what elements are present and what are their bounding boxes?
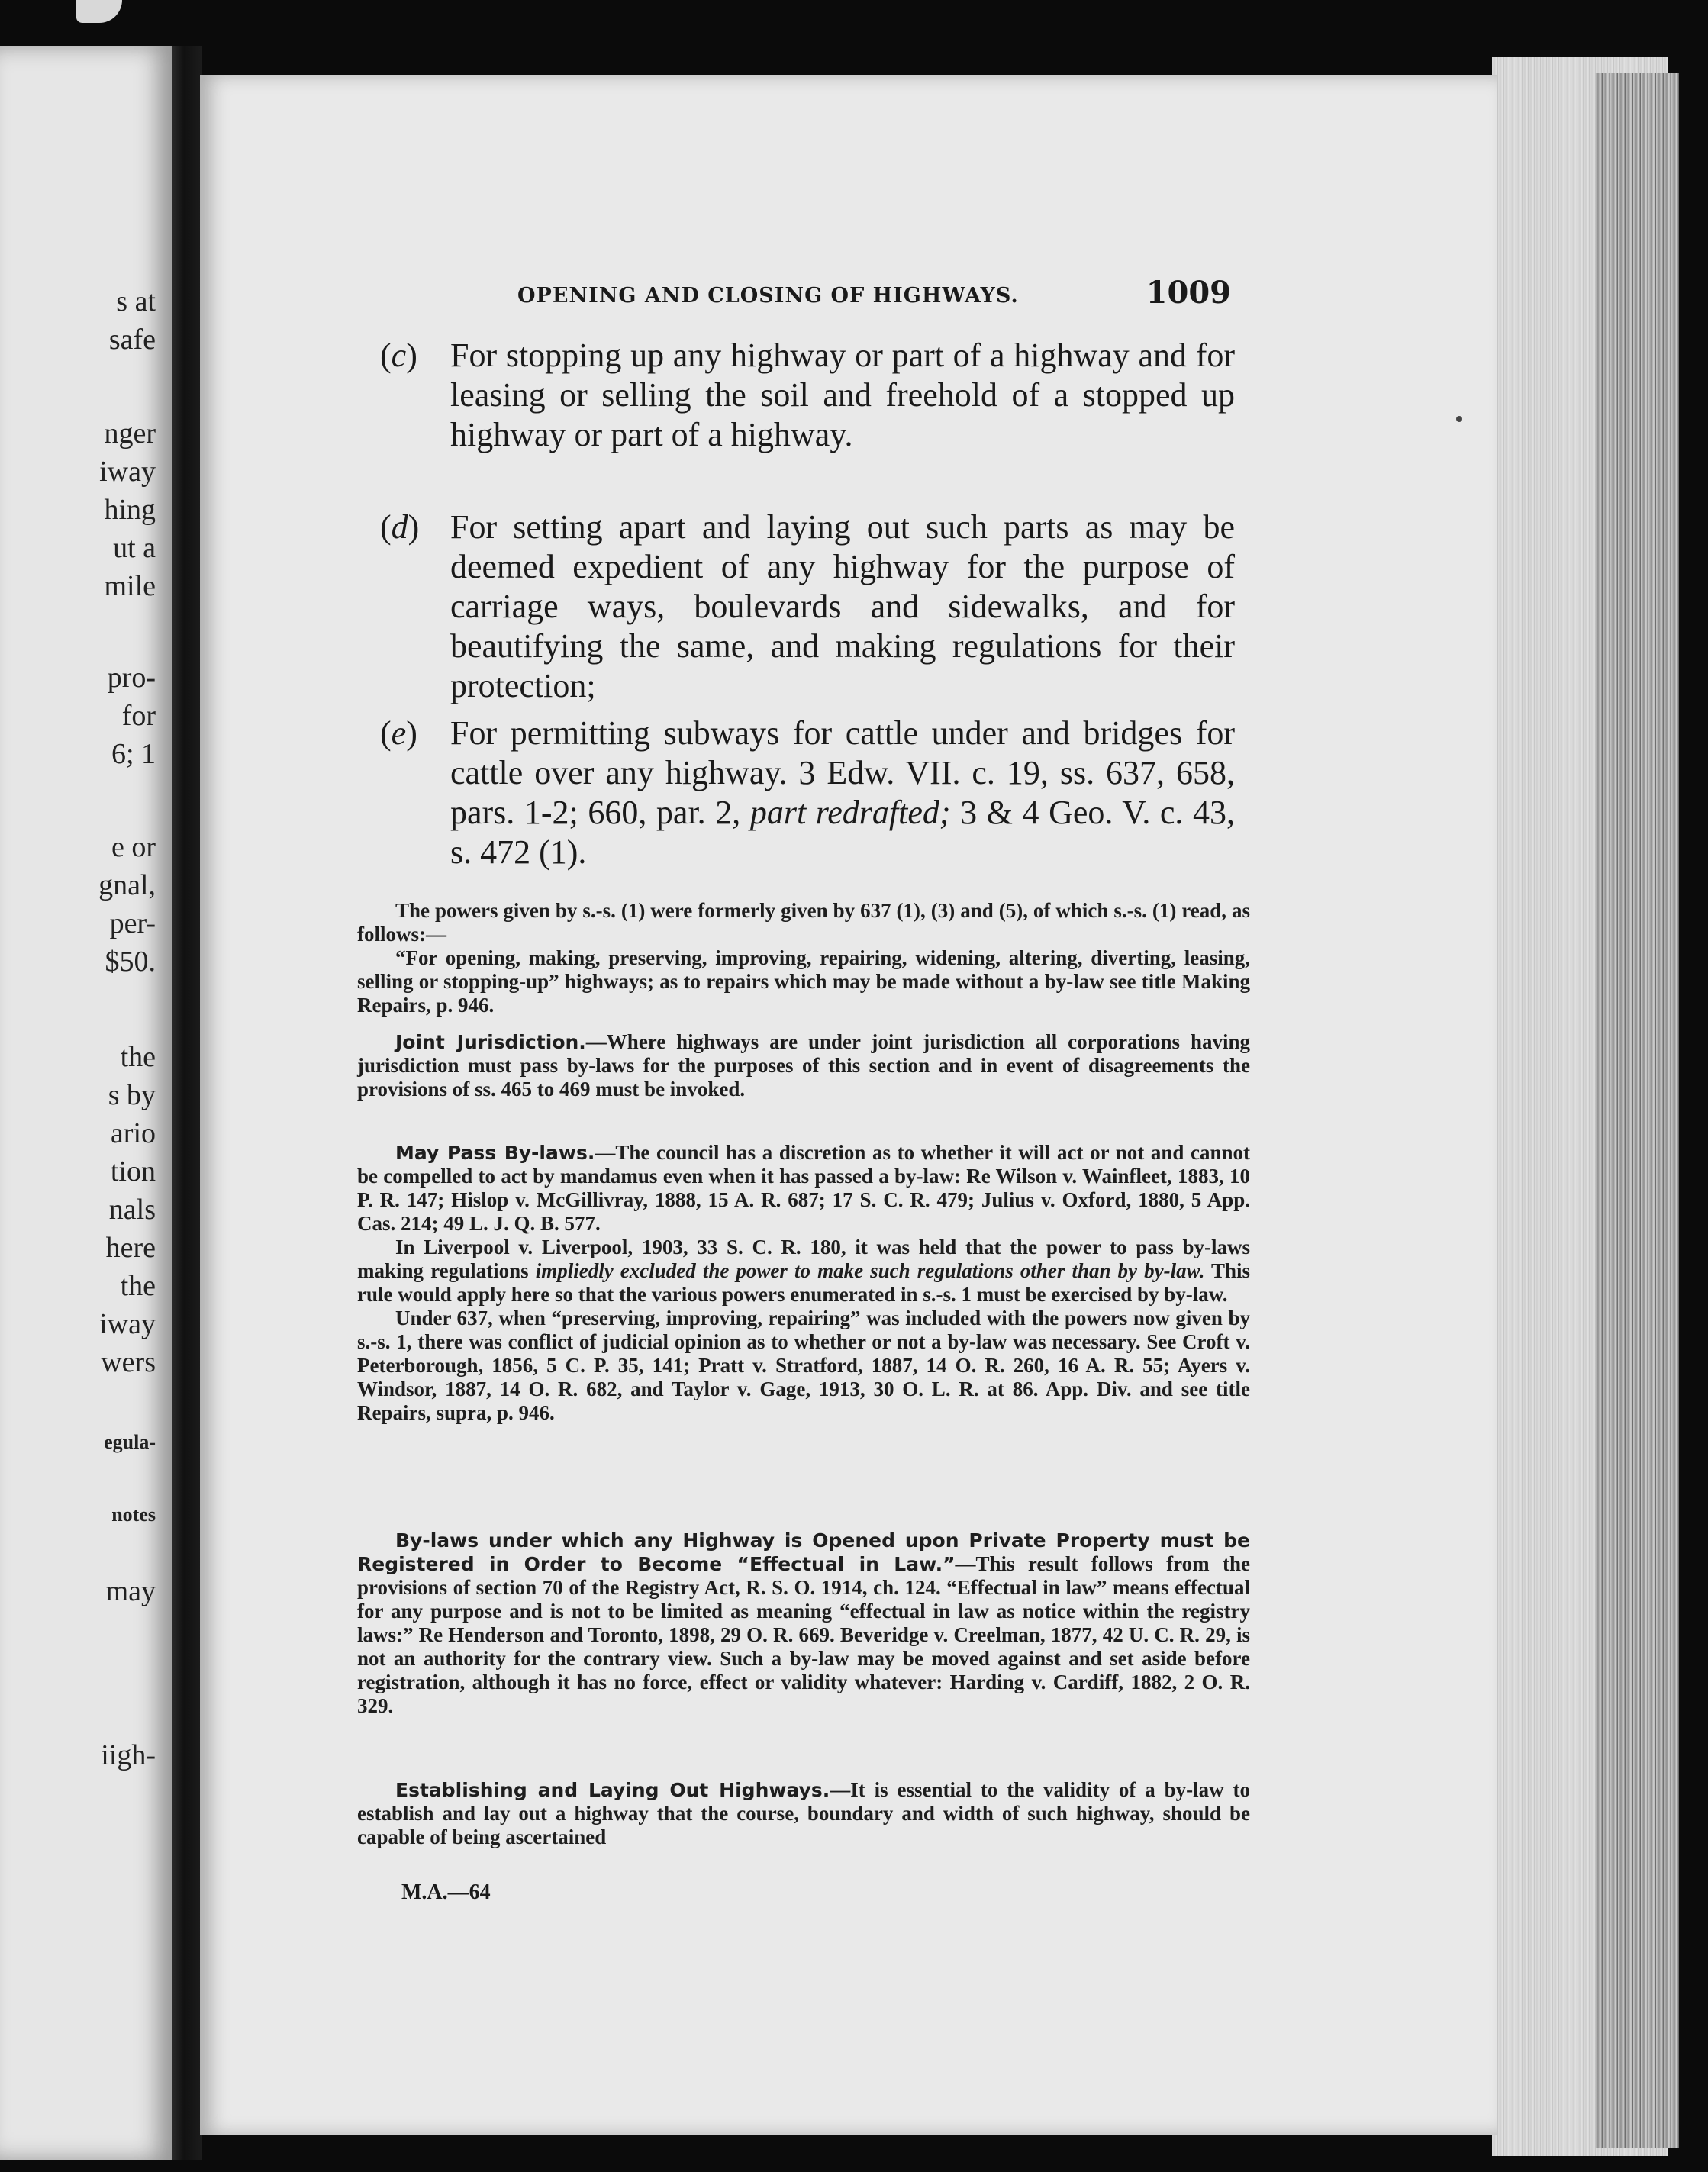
previous-page-line: may: [105, 1576, 156, 1606]
clause-d: [380, 508, 1235, 706]
previous-page-line: here: [105, 1233, 156, 1263]
previous-page-line: ario: [110, 1118, 156, 1149]
previous-page-line: mile: [104, 571, 156, 601]
note-establishing-highways: Establishing and Laying Out Highways.—It is essential to the validity of a by-law to establish and lay out a highway that the course, boundary and width of such highway, should be capable of being ascertained: [357, 1778, 1251, 1848]
previous-page-line: the: [120, 1042, 156, 1072]
note-joint-jurisdiction: Joint Jurisdiction.—Where highways are under joint jurisdiction all corporations having jurisdiction must pass by-laws for the purposes of this section and in event of disagreements the provisions of ss. 465 to 469 must be invoked.: [357, 1030, 1250, 1101]
previous-page-line: gnal,: [98, 870, 156, 901]
previous-page-line: tion: [110, 1156, 156, 1187]
note-heading: By-laws under which any Highway is Opened upon Private Property must be Registered in Order to Become “Effectual in Law.”: [357, 1529, 1250, 1575]
previous-page-line: iway: [99, 1309, 156, 1339]
note-may-pass-bylaws: May Pass By-laws.—The council has a discretion as to whether it will act or not and cannot be compelled to act by mandamus even when it has passed a by-law: Re Wilson v. Wainfleet, 1883, 10 P. R. 147; Hislop v. McGillivray, 1888, 15 A. R. 687; 17 S. C. R. 479; Julius v. Oxford, 1880, 5 App. Cas. 214; 49 L. J. Q. B. 577. In Liverpool v. Liverpool, 1903, 33 S. C. R. 180, it was held that the power to pass by-laws making regulations impliedly excluded the power to make such regulations other than by by-law. This rule would apply here so that the various powers enumerated in s.-s. 1 must be exercised by by-law. Under 637, when “preserving, improving, repairing” was included with the powers now given by s.-s. 1, there was conflict of judicial opinion as to whether or not a by-law was necessary. See Croft v. Peterborough, 1856, 5 C. P. 35, 141; Pratt v. Stratford, 1887, 14 O. R. 260, 16 A. R. 55; Ayers v. Windsor, 1887, 14 O. R. 682, and Taylor v. Gage, 1913, 30 O. L. R. at 86. App. Div. and see title Repairs, supra, p. 946.: [357, 1141, 1251, 1424]
clause-text: For setting apart and laying out such parts as may be deemed expedient of any highway for the purpose of carriage ways, boulevards and sidewalks, and for beautifying the same, and making regulations for their protection;: [450, 508, 1235, 704]
clause-label: (d): [380, 508, 420, 546]
clause-text: For permitting subways for cattle under and bridges for cattle over any highway. 3 Edw. VII. c. 19, ss. 637, 658, pars. 1-2; 660, par. 2, part redrafted; 3 & 4 Geo. V. c. 43, s. 472 (1).: [450, 714, 1236, 871]
previous-page: [0, 46, 172, 2160]
speck: [1456, 416, 1462, 422]
previous-page-line: egula-: [104, 1431, 156, 1453]
note-former-powers: The powers given by s.-s. (1) were formerly given by 637 (1), (3) and (5), of which s.-s. (1) read, as follows:— “For opening, making, preserving, improving, repairing, widening, altering, diverting, leasing, selling or stopping-up” highways; as to repairs which may be made without a by-law see title Making Repairs, p. 946.: [357, 899, 1250, 1017]
clause-label: (e): [380, 714, 417, 752]
clause-c: [380, 336, 1235, 455]
previous-page-line: iigh-: [101, 1740, 156, 1771]
previous-page-line: nger: [104, 418, 156, 449]
previous-page-line: for: [121, 701, 156, 731]
previous-page-line: ut a: [113, 533, 156, 563]
previous-page-line: s at: [116, 286, 156, 317]
previous-page-line: 6; 1: [111, 739, 156, 769]
page-corner-scrap: [76, 0, 122, 23]
clause-text: For stopping up any highway or part of a highway and for leasing or selling the soil and freehold of a stopped up highway or part of a highway.: [450, 337, 1235, 453]
previous-page-line: per-: [109, 908, 156, 939]
note-heading: Joint Jurisdiction.: [395, 1031, 586, 1053]
clause-label: (c): [380, 337, 417, 374]
previous-page-line: nals: [108, 1194, 156, 1225]
previous-page-line: hing: [104, 495, 156, 525]
note-heading: Establishing and Laying Out Highways.: [395, 1779, 830, 1801]
note-bylaws-registered: By-laws under which any Highway is Opened upon Private Property must be Registered in Order to Become “Effectual in Law.”—This result follows from the provisions of section 70 of the Registry Act, R. S. O. 1914, ch. 124. “Effectual in law” means effectual for any purpose and is not to be limited as meaning “effectual in law as notice within the registry laws:” Re Henderson and Toronto, 1898, 29 O. R. 669. Beveridge v. Creelman, 1877, 42 U. C. R. 29, is not an authority for the contrary view. Such a by-law may be moved against and set aside before registration, although it has no force, effect or validity whatever: Harding v. Cardiff, 1882, 2 O. R. 329.: [357, 1529, 1250, 1717]
signature-mark: M.A.—64: [401, 1880, 491, 1904]
previous-page-line: s by: [108, 1080, 156, 1110]
previous-page-line: wers: [101, 1347, 156, 1378]
previous-page-line: e or: [111, 832, 156, 862]
page-number: 1009: [1146, 275, 1231, 311]
running-title: OPENING AND CLOSING OF HIGHWAYS.: [517, 284, 1019, 308]
previous-page-line: pro-: [107, 662, 156, 693]
page-edges-dark: [1595, 73, 1679, 2148]
previous-page-line: iway: [99, 456, 156, 487]
previous-page-line: the: [120, 1271, 156, 1301]
note-heading: May Pass By-laws.: [395, 1142, 595, 1164]
previous-page-line: $50.: [105, 946, 156, 977]
book-gutter: [172, 46, 202, 2160]
previous-page-line: safe: [108, 324, 156, 355]
clause-e: [380, 714, 1235, 872]
previous-page-line: notes: [111, 1503, 156, 1526]
